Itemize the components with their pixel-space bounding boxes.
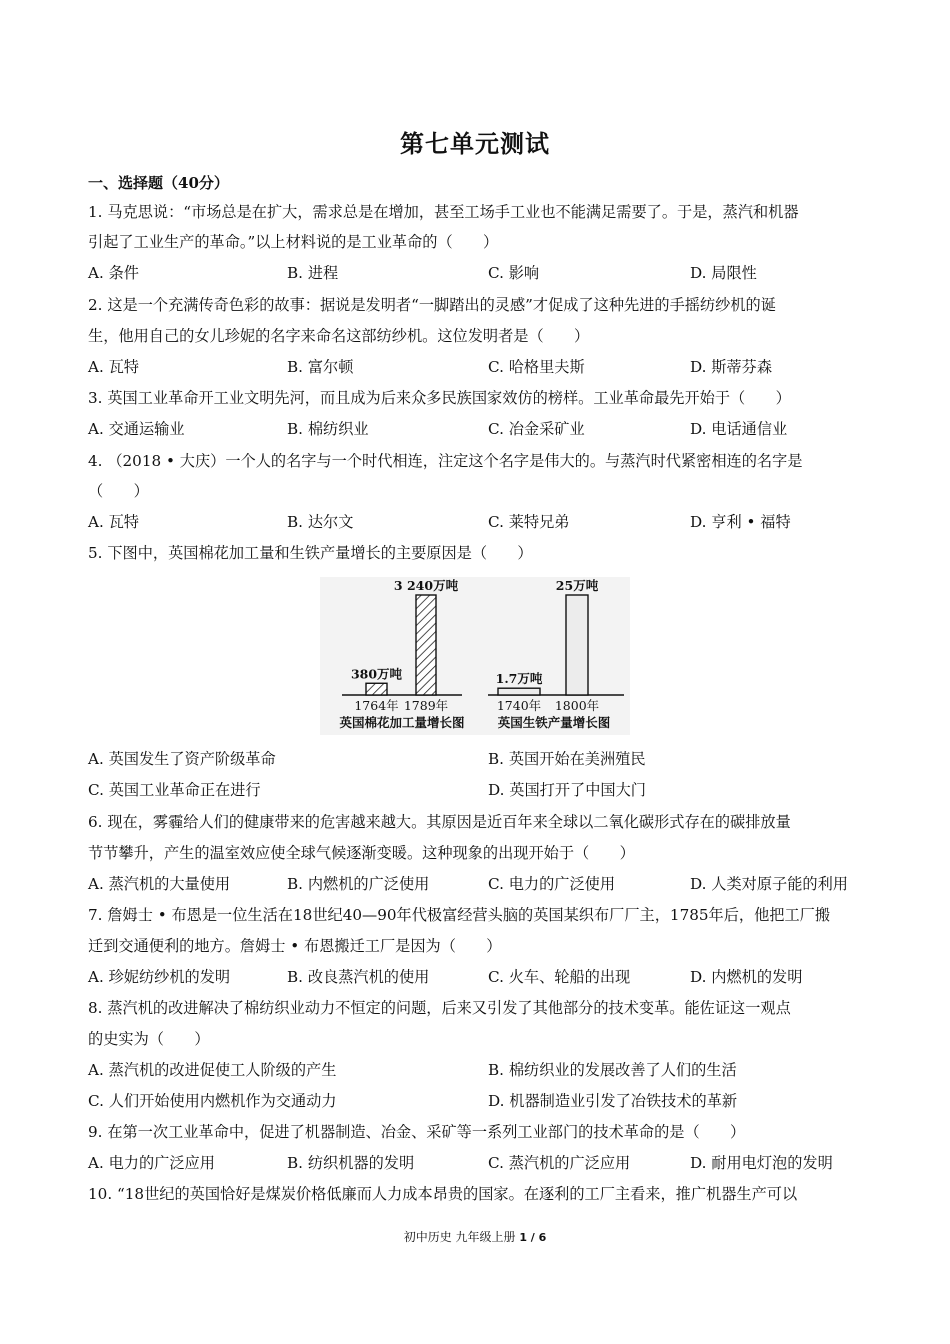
question-2-option-c: C. 哈格里夫斯	[488, 358, 585, 376]
chart-2-category-label-2: 1800年	[554, 698, 600, 713]
footer-text: 初中历史 九年级上册	[403, 1230, 520, 1244]
question-1-option-a: A. 条件	[88, 264, 139, 282]
question-9-option-c: C. 蒸汽机的广泛应用	[488, 1154, 631, 1172]
chart-2-title: 英国生铁产量增长图	[497, 715, 611, 730]
chart-2-data-label-1: 1.7万吨	[495, 671, 543, 687]
question-4-option-a: A. 瓦特	[88, 513, 139, 531]
question-5-option-c: C. 英国工业革命正在进行	[88, 781, 261, 799]
question-2-text-line-1: 2. 这是一个充满传奇色彩的故事：据说是发明者“一脚踏出的灵感”才促成了这种先进的手摇纺纱机的诞	[88, 296, 776, 314]
question-7-text-line-2: 迁到交通便利的地方。詹姆士 • 布恩搬迁工厂是因为（ ）	[88, 937, 502, 955]
page-number: 1 / 6	[519, 1231, 547, 1244]
chart-1-bar-2	[416, 595, 436, 695]
chart-1-category-label-1: 1764年	[354, 698, 399, 713]
chart-1-category-label-2: 1789年	[403, 698, 449, 713]
question-2-option-a: A. 瓦特	[88, 358, 139, 376]
question-4-option-c: C. 莱特兄弟	[488, 513, 570, 531]
page-title: 第七单元测试	[400, 129, 550, 158]
chart-1-data-label-1: 380万吨	[350, 666, 403, 682]
production-growth-figure	[320, 577, 630, 735]
question-1-text-line-2: 引起了工业生产的革命。”以上材料说的是工业革命的（ ）	[88, 233, 499, 251]
bar-charts-svg	[320, 577, 630, 735]
question-4-option-b: B. 达尔文	[287, 513, 354, 531]
question-4-text-line-2: （ ）	[88, 482, 149, 500]
chart-1-data-label-2: 3 240万吨	[393, 578, 459, 593]
question-3-option-b: B. 棉纺织业	[287, 420, 369, 438]
question-2-option-b: B. 富尔顿	[287, 358, 354, 376]
question-2-option-d: D. 斯蒂芬森	[690, 358, 773, 376]
question-8-text-line-2: 的史实为（ ）	[88, 1030, 210, 1048]
question-8-option-d: D. 机器制造业引发了冶铁技术的革新	[488, 1092, 738, 1110]
section-heading: 一、选择题（40分）	[88, 174, 229, 192]
page-footer	[0, 1228, 950, 1245]
chart-1-title: 英国棉花加工量增长图	[339, 715, 465, 730]
question-6-option-b: B. 内燃机的广泛使用	[287, 875, 430, 893]
question-1-option-b: B. 进程	[287, 264, 339, 282]
question-4-text-line-1: 4. （2018 • 大庆）一个人的名字与一个时代相连，注定这个名字是伟大的。与蒸汽时代紧密相连的名字是	[88, 452, 803, 470]
chart-2-category-label-1: 1740年	[496, 698, 542, 713]
question-8-text-line-1: 8. 蒸汽机的改进解决了棉纺织业动力不恒定的问题，后来又引发了其他部分的技术变革。能佐证这一观点	[88, 999, 791, 1017]
question-8-option-b: B. 棉纺织业的发展改善了人们的生活	[488, 1061, 737, 1079]
question-4-option-d: D. 亨利 • 福特	[690, 513, 791, 531]
question-7-option-a: A. 珍妮纺纱机的发明	[88, 968, 231, 986]
question-3-text-line-1: 3. 英国工业革命开工业文明先河，而且成为后来众多民族国家效仿的榜样。工业革命最先开始于（ ）	[88, 389, 791, 407]
question-7-option-b: B. 改良蒸汽机的使用	[287, 968, 430, 986]
chart-2-data-label-2: 25万吨	[555, 578, 599, 593]
question-9-text-line-1: 9. 在第一次工业革命中，促进了机器制造、冶金、采矿等一系列工业部门的技术革命的是（ ）	[88, 1123, 746, 1141]
chart-1-bar-1	[366, 683, 387, 695]
question-5-option-a: A. 英国发生了资产阶级革命	[88, 750, 276, 768]
question-9-option-d: D. 耐用电灯泡的发明	[690, 1154, 833, 1172]
question-8-option-a: A. 蒸汽机的改进促使工人阶级的产生	[88, 1061, 337, 1079]
question-3-option-d: D. 电话通信业	[690, 420, 788, 438]
question-2-text-line-2: 生，他用自己的女儿珍妮的名字来命名这部纺纱机。这位发明者是（ ）	[88, 327, 590, 345]
question-9-option-a: A. 电力的广泛应用	[88, 1154, 215, 1172]
question-10-text-line-1: 10. “18世纪的英国恰好是煤炭价格低廉而人力成本昂贵的国家。在逐利的工厂主看来，推广机器生产可以	[88, 1185, 798, 1203]
question-5-option-b: B. 英国开始在美洲殖民	[488, 750, 646, 768]
question-7-option-c: C. 火车、轮船的出现	[488, 968, 631, 986]
question-8-option-c: C. 人们开始使用内燃机作为交通动力	[88, 1092, 337, 1110]
question-1-option-c: C. 影响	[488, 264, 540, 282]
question-6-text-line-2: 节节攀升，产生的温室效应使全球气候逐渐变暖。这种现象的出现开始于（ ）	[88, 844, 635, 862]
question-1-option-d: D. 局限性	[690, 264, 757, 282]
question-1-text-line-1: 1. 马克思说：“市场总是在扩大，需求总是在增加，甚至工场手工业也不能满足需要了。于是，蒸汽和机器	[88, 203, 799, 221]
question-6-option-a: A. 蒸汽机的大量使用	[88, 875, 231, 893]
question-5-option-d: D. 英国打开了中国大门	[488, 781, 646, 799]
question-3-option-a: A. 交通运输业	[88, 420, 185, 438]
question-7-text-line-1: 7. 詹姆士 • 布恩是一位生活在18世纪40—90年代极富经营头脑的英国某织布厂厂主，1785年后，他把工厂搬	[88, 906, 831, 924]
question-5-text-line-1: 5. 下图中，英国棉花加工量和生铁产量增长的主要原因是（ ）	[88, 544, 533, 562]
question-9-option-b: B. 纺织机器的发明	[287, 1154, 415, 1172]
chart-2-bar-2	[566, 595, 588, 695]
question-7-option-d: D. 内燃机的发明	[690, 968, 803, 986]
question-6-option-c: C. 电力的广泛使用	[488, 875, 616, 893]
question-6-text-line-1: 6. 现在，雾霾给人们的健康带来的危害越来越大。其原因是近百年来全球以二氧化碳形式存在的碳排放量	[88, 813, 791, 831]
question-3-option-c: C. 冶金采矿业	[488, 420, 585, 438]
chart-2-bar-1	[498, 688, 540, 695]
question-6-option-d: D. 人类对原子能的利用	[690, 875, 848, 893]
